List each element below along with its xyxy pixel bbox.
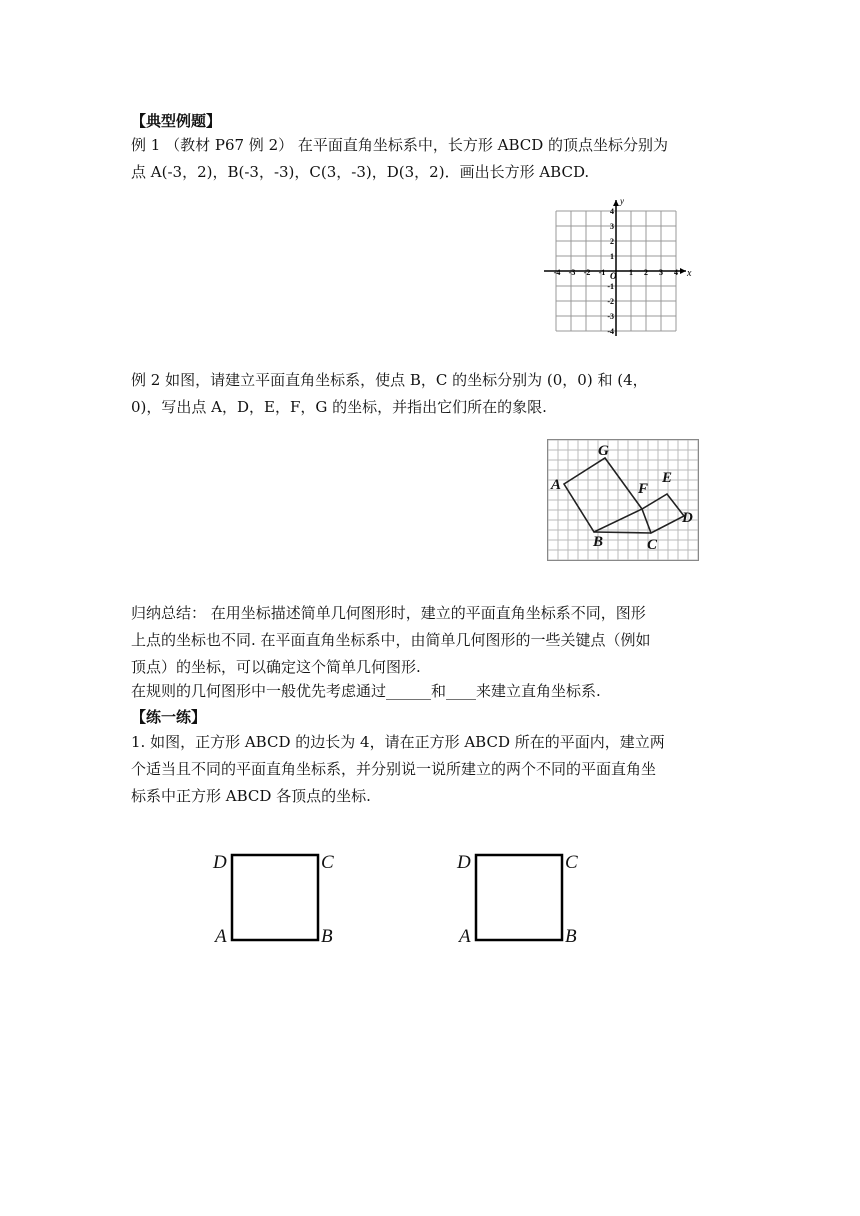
y-tick-label: -2 <box>607 297 614 306</box>
vertex-label-A: A <box>459 926 471 947</box>
square-figure-2 <box>452 845 587 950</box>
geometry-figure-example2 <box>546 438 700 562</box>
origin-label: O <box>610 271 617 281</box>
x-tick-label: 1 <box>629 268 633 277</box>
exercise1-line3: 标系中正方形 ABCD 各顶点的坐标. <box>131 787 371 805</box>
square-ABCD <box>476 855 562 940</box>
x-tick-label: -4 <box>553 268 561 277</box>
x-tick-label: 3 <box>659 268 663 277</box>
point-label-F: F <box>638 481 649 497</box>
summary-line4: 在规则的几何图形中一般优先考虑通过______和____来建立直角坐标系. <box>131 682 601 700</box>
y-tick-label: 3 <box>610 222 614 231</box>
vertex-label-C: C <box>565 852 578 873</box>
y-tick-label: 4 <box>610 207 614 216</box>
x-tick-label: -1 <box>598 268 606 277</box>
summary-line1: 归纳总结： 在用坐标描述简单几何图形时，建立的平面直角坐标系不同，图形 <box>131 604 646 622</box>
square-figure-1 <box>208 845 343 950</box>
example1-line2: 点 A(-3，2)，B(-3，-3)，C(3，-3)，D(3，2)．画出长方形 ABCD. <box>131 163 590 181</box>
vertex-label-B: B <box>565 926 577 947</box>
vertex-label-C: C <box>321 852 334 873</box>
y-tick-label: 1 <box>610 252 614 261</box>
y-tick-label: 2 <box>610 237 614 246</box>
square-ABCD <box>232 855 318 940</box>
y-tick-label: -4 <box>607 327 614 336</box>
summary-line2: 上点的坐标也不同. 在平面直角坐标系中，由简单几何图形的一些关键点（例如 <box>131 631 651 649</box>
y-axis-arrow <box>613 200 619 206</box>
vertex-label-A: A <box>215 926 227 947</box>
x-tick-label: -2 <box>583 268 591 277</box>
grid-lines <box>548 440 698 560</box>
section-heading-examples: 【典型例题】 <box>131 112 222 130</box>
x-tick-label: 4 <box>674 268 678 277</box>
point-label-C: C <box>647 537 658 553</box>
x-tick-label: -3 <box>568 268 576 277</box>
point-label-B: B <box>593 534 604 550</box>
point-label-E: E <box>662 470 673 486</box>
point-label-G: G <box>598 443 609 459</box>
segment-BC <box>594 532 651 533</box>
example2-line2: 0)，写出点 A，D，E，F，G 的坐标，并指出它们所在的象限. <box>131 398 547 416</box>
summary-line3: 顶点）的坐标，可以确定这个简单几何图形. <box>131 658 421 676</box>
x-tick-label: 2 <box>644 268 648 277</box>
vertex-label-D: D <box>457 852 471 873</box>
point-label-D: D <box>682 510 693 526</box>
exercise1-line1: 1. 如图，正方形 ABCD 的边长为 4，请在正方形 ABCD 所在的平面内，建立两 <box>131 733 665 751</box>
section-heading-practice: 【练一练】 <box>131 708 207 726</box>
exercise1-line2: 个适当且不同的平面直角坐标系，并分别说一说所建立的两个不同的平面直角坐 <box>131 760 657 778</box>
vertex-label-D: D <box>213 852 227 873</box>
coordinate-grid-figure <box>540 196 700 342</box>
x-axis-arrow <box>680 268 686 274</box>
point-label-A: A <box>551 477 562 493</box>
example2-line1: 例 2 如图，请建立平面直角坐标系，使点 B，C 的坐标分别为 (0，0) 和 (4， <box>131 371 648 389</box>
square-ABFG <box>564 458 642 532</box>
example1-line1: 例 1 （教材 P67 例 2） 在平面直角坐标系中，长方形 ABCD 的顶点坐标分别为 <box>131 136 669 154</box>
vertex-label-B: B <box>321 926 333 947</box>
x-axis-label: x <box>687 268 692 279</box>
y-axis-label: y <box>620 196 624 206</box>
y-tick-label: -3 <box>607 312 614 321</box>
y-tick-label: -1 <box>607 282 614 291</box>
